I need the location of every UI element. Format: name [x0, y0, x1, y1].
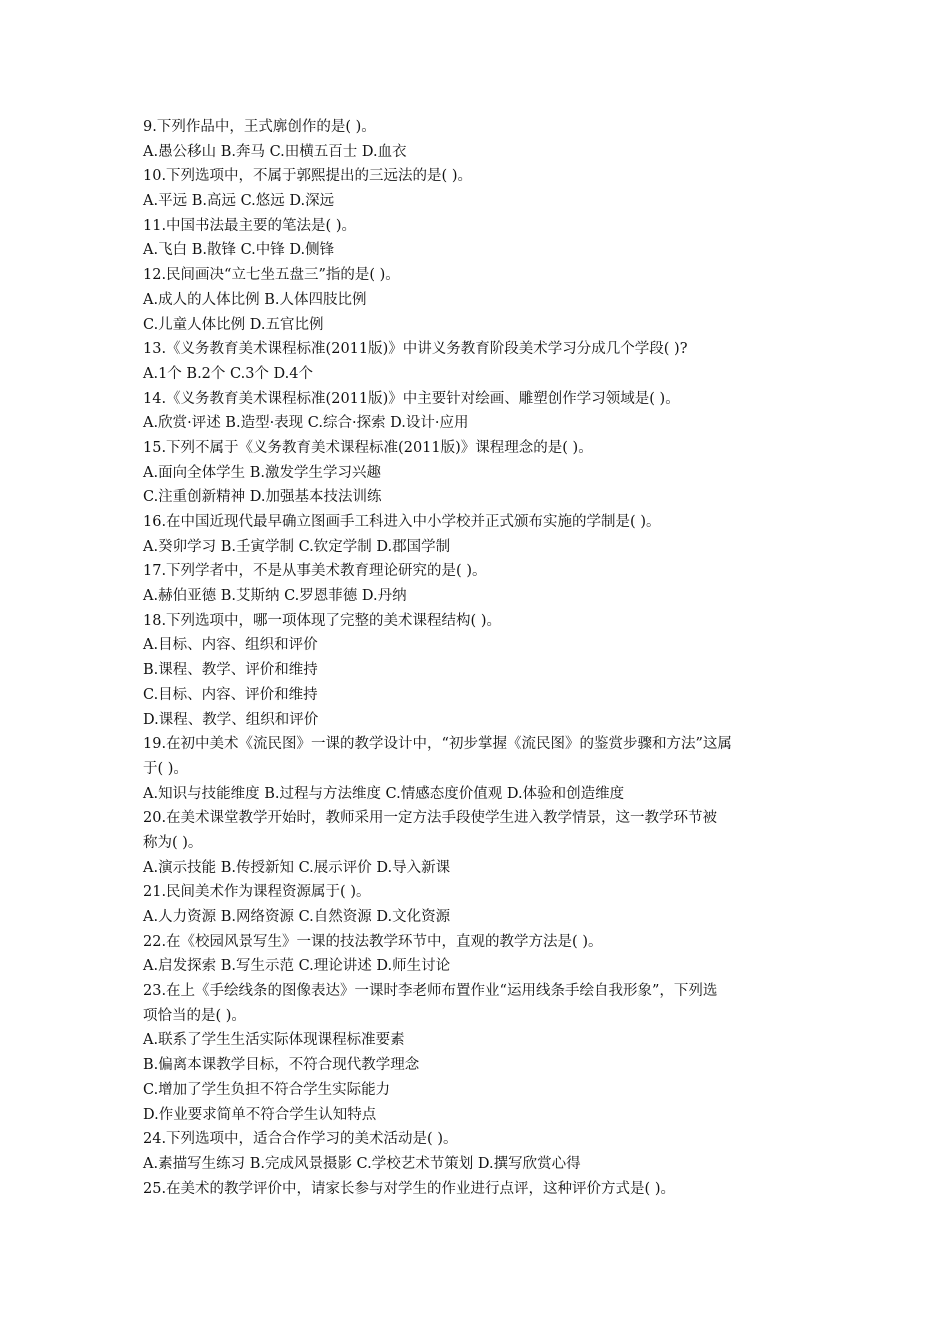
question-18-option-b: B.课程、教学、评价和维持	[143, 662, 318, 679]
question-15: 15.下列不属于《义务教育美术课程标准(2011版)》课程理念的是( )。	[143, 439, 593, 456]
question-9-options: A.愚公移山 B.奔马 C.田横五百士 D.血衣	[143, 143, 407, 160]
question-23-option-c: C.增加了学生负担不符合学生实际能力	[143, 1081, 391, 1098]
question-15-options-cd: C.注重创新精神 D.加强基本技法训练	[143, 489, 382, 506]
question-23-cont: 项恰当的是( )。	[143, 1007, 246, 1024]
question-24: 24.下列选项中，适合合作学习的美术活动是( )。	[143, 1131, 458, 1148]
question-24-options: A.素描写生练习 B.完成风景摄影 C.学校艺术节策划 D.撰写欣赏心得	[143, 1155, 581, 1172]
question-10-options: A.平远 B.高远 C.悠远 D.深远	[143, 193, 335, 210]
question-21: 21.民间美术作为课程资源属于( )。	[143, 884, 371, 901]
question-19-cont: 于( )。	[143, 760, 188, 777]
question-20: 20.在美术课堂教学开始时，教师采用一定方法手段使学生进入教学情景，这一教学环节被	[143, 810, 718, 827]
question-18: 18.下列选项中，哪一项体现了完整的美术课程结构( )。	[143, 612, 501, 629]
question-23: 23.在上《手绘线条的图像表达》一课时李老师布置作业“运用线条手绘自我形象”，下列选	[143, 983, 718, 1000]
question-22: 22.在《校园风景写生》一课的技法教学环节中，直观的教学方法是( )。	[143, 933, 603, 950]
question-12-options-cd: C.儿童人体比例 D.五官比例	[143, 316, 324, 333]
question-12: 12.民间画决“立七坐五盘三”指的是( )。	[143, 267, 400, 284]
document-page	[143, 115, 823, 1201]
question-9: 9.下列作品中，王式廓创作的是( )。	[143, 119, 376, 135]
question-23-option-a: A.联系了学生生活实际体现课程标准要素	[143, 1032, 405, 1049]
question-19-options: A.知识与技能维度 B.过程与方法维度 C.情感态度价值观 D.体验和创造维度	[143, 785, 625, 802]
question-20-cont: 称为( )。	[143, 834, 203, 851]
question-15-options-ab: A.面向全体学生 B.激发学生学习兴趣	[143, 464, 381, 481]
question-16-options: A.癸卯学习 B.壬寅学制 C.钦定学制 D.郡国学制	[143, 538, 451, 555]
question-13-options: A.1个 B.2个 C.3个 D.4个	[143, 365, 313, 382]
question-23-option-b: B.偏离本课教学目标，不符合现代教学理念	[143, 1057, 420, 1074]
question-11: 11.中国书法最主要的笔法是( )。	[143, 217, 356, 234]
question-17: 17.下列学者中，不是从事美术教育理论研究的是( )。	[143, 563, 487, 580]
question-18-option-c: C.目标、内容、评价和维持	[143, 686, 318, 703]
question-13: 13.《义务教育美术课程标准(2011版)》中讲义务教育阶段美术学习分成几个学段( )?	[143, 341, 688, 358]
question-14: 14.《义务教育美术课程标准(2011版)》中主要针对绘画、雕塑创作学习领域是( )。	[143, 390, 680, 407]
question-23-option-d: D.作业要求简单不符合学生认知特点	[143, 1106, 377, 1123]
question-16: 16.在中国近现代最早确立图画手工科进入中小学校并正式颁布实施的学制是( )。	[143, 514, 661, 530]
question-18-option-a: A.目标、内容、组织和评价	[143, 637, 318, 654]
question-20-options: A.演示技能 B.传授新知 C.展示评价 D.导入新课	[143, 859, 451, 876]
question-22-options: A.启发探索 B.写生示范 C.理论讲述 D.师生讨论	[143, 958, 451, 975]
question-21-options: A.人力资源 B.网络资源 C.自然资源 D.文化资源	[143, 909, 451, 925]
question-17-options: A.赫伯亚德 B.艾斯纳 C.罗恩菲德 D.丹纳	[143, 588, 407, 605]
question-25: 25.在美术的教学评价中，请家长参与对学生的作业进行点评，这种评价方式是( )。	[143, 1180, 675, 1197]
question-19: 19.在初中美术《流民图》一课的教学设计中，“初步掌握《流民图》的鉴赏步骤和方法”这属	[143, 736, 732, 753]
question-10: 10.下列选项中，不属于郭熙提出的三远法的是( )。	[143, 168, 472, 185]
question-18-option-d: D.课程、教学、组织和评价	[143, 711, 319, 728]
question-14-options: A.欣赏·评述 B.造型·表现 C.综合·探索 D.设计·应用	[143, 415, 469, 432]
question-11-options: A.飞白 B.散锋 C.中锋 D.侧锋	[143, 242, 335, 259]
question-12-options-ab: A.成人的人体比例 B.人体四肢比例	[143, 291, 367, 308]
